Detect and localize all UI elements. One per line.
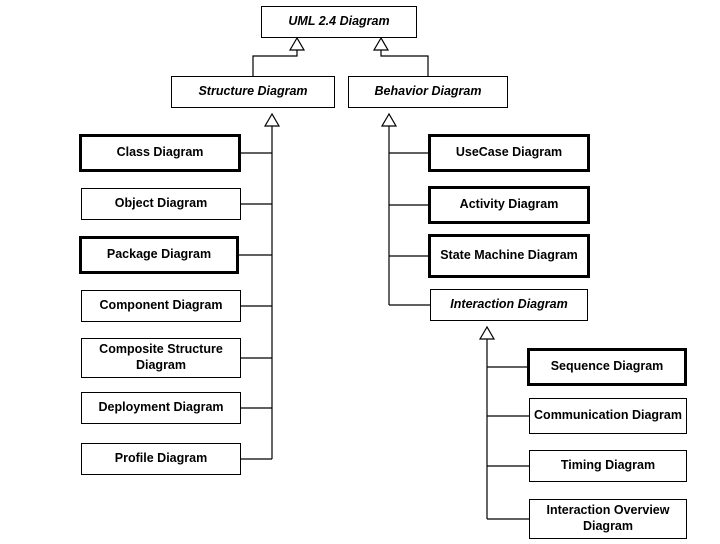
node-sequence-diagram[interactable]: Sequence Diagram	[527, 348, 687, 386]
node-uml-diagram[interactable]: UML 2.4 Diagram	[261, 6, 417, 38]
node-profile-diagram[interactable]: Profile Diagram	[81, 443, 241, 475]
node-object-diagram[interactable]: Object Diagram	[81, 188, 241, 220]
node-state-machine-diagram[interactable]: State Machine Diagram	[428, 234, 590, 278]
node-class-diagram[interactable]: Class Diagram	[79, 134, 241, 172]
node-interaction-overview-diagram[interactable]: Interaction Overview Diagram	[529, 499, 687, 539]
node-timing-diagram[interactable]: Timing Diagram	[529, 450, 687, 482]
node-usecase-diagram[interactable]: UseCase Diagram	[428, 134, 590, 172]
node-communication-diagram[interactable]: Communication Diagram	[529, 398, 687, 434]
node-deployment-diagram[interactable]: Deployment Diagram	[81, 392, 241, 424]
node-package-diagram[interactable]: Package Diagram	[79, 236, 239, 274]
node-interaction-diagram[interactable]: Interaction Diagram	[430, 289, 588, 321]
node-component-diagram[interactable]: Component Diagram	[81, 290, 241, 322]
node-behavior-diagram[interactable]: Behavior Diagram	[348, 76, 508, 108]
node-structure-diagram[interactable]: Structure Diagram	[171, 76, 335, 108]
node-composite-structure-diagram[interactable]: Composite Structure Diagram	[81, 338, 241, 378]
node-activity-diagram[interactable]: Activity Diagram	[428, 186, 590, 224]
